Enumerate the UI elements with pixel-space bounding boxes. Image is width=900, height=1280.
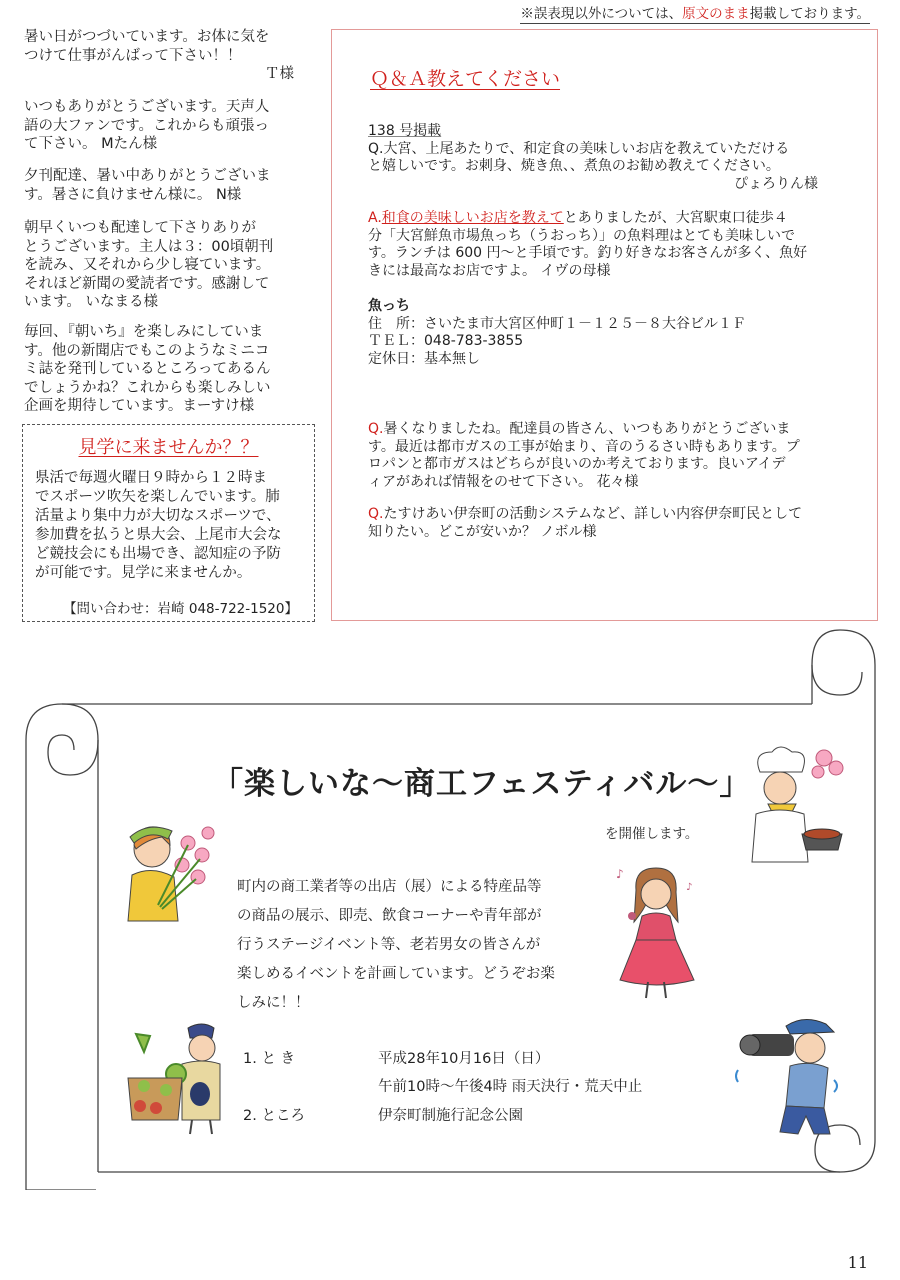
svg-text:♪: ♪: [686, 882, 693, 893]
festival-description: 町内の商工業者等の出店（展）による特産品等 の商品の展示、即売、飲食コーナーや青年部が 行うステージイベント等、老若男女の皆さんが 楽しめるイベントを計画しています。どうぞお楽 しみに！！: [237, 879, 555, 1011]
svg-text:♪: ♪: [616, 867, 624, 881]
visit-invitation-box: [22, 424, 315, 622]
reader-message: 朝早くいつも配達して下さりありが とうございます。主人は３：00頃朝刊 を読み、又それから少し寝ています。 それほど新聞の愛読者です。感謝して います。 いなまる様: [24, 220, 274, 310]
where-label: 2. ところ: [243, 1108, 305, 1124]
qa-answer: A.和食の美味しいお店を教えてとありましたが、大宮駅東口徒歩４ 分「大宮鮮魚市場魚っち（うおっち）」の魚料理はとても美味しいで す。ランチは 600 円～と手頃です。釣り好きなお客さんが多く、魚好 きには最高なお店ですよ。 イヴの母様: [368, 210, 808, 279]
festival-title: 「楽しいな～商工フェスティバル～」: [212, 766, 752, 802]
header-note: ※誤表現以外については、原文のまま掲載しております。: [520, 2, 870, 24]
reader-message: 暑い日がつづいています。お体に気を つけて仕事がんばって下さい！！ Ｔ様: [24, 29, 294, 82]
visit-invitation-title: 見学に来ませんか？？: [78, 437, 259, 458]
qa-box: [331, 29, 878, 621]
chef-illustration: [742, 742, 850, 864]
visit-contact: 【問い合わせ：岩崎 048-722-1520】: [63, 601, 298, 617]
reader-message: いつもありがとうございます。天声人 語の大ファンです。これからも頑張っ て下さい。 Mたん様: [24, 99, 270, 152]
vegetable-vendor-illustration: [126, 1020, 226, 1138]
qa-title: Ｑ＆Ａ教えてください: [370, 68, 561, 90]
qa-question-2: Q.暑くなりましたね。配達員の皆さん、いつもありがとうございま す。最近は都市ガスの工事が始まり、音のうるさい時もあります。プ ロパンと都市ガスはどちらが良いのか考えております。良いアイデ ィアがあれば情報をのせて下さい。 花々様: [368, 421, 800, 490]
singer-girl-illustration: [612, 860, 702, 1005]
reader-message: 毎回、『朝いち』を楽しみにしていま す。他の新聞店でもこのようなミニコ ミ誌を発刊しているところってあるん でしょうかね？これからも楽しみしい 企画を期待しています。まーすけ様: [24, 324, 271, 414]
qa-question-3: Q.たすけあい伊奈町の活動システムなど、詳しい内容伊奈町民として 知りたい。どこが安いか？ ノボル様: [368, 506, 803, 540]
qa-question-1: 138 号掲載 Q.大宮、上尾あたりで、和定食の美味しいお店を教えていただける と嬉しいです。お刺身、焼き魚、、煮魚のお勧め教えてください。 ぴょろりん様: [368, 123, 818, 192]
visit-invitation-body: 県活で毎週火曜日９時から１２時ま でスポーツ吹矢を楽しんでいます。肺 活量より集中力が大切なスポーツで、 参加費を払うと県大会、上尾市大会な ど競技会にも出場でき、認知症の予防 が可能です。見学に来ませんか。: [35, 470, 282, 581]
festival-subtitle: を開催します。: [605, 826, 699, 842]
where-value: 伊奈町制施行記念公園: [378, 1108, 523, 1124]
reader-message: 夕刊配達、暑い中ありがとうございま す。暑さに負けません様に。 N様: [24, 168, 271, 203]
when-time: 午前10時～午後4時 雨天決行・荒天中止: [378, 1079, 643, 1095]
shop-info: 魚っち 住 所：さいたま市大宮区仲町１－１２５－８大谷ビル１Ｆ ＴＥＬ：048-783-3855 定休日：基本無し: [368, 298, 746, 367]
when-label: 1. と き: [243, 1051, 296, 1067]
flower-girl-illustration: [118, 815, 218, 925]
photographer-illustration: [734, 1010, 844, 1142]
page-number: 11: [847, 1253, 868, 1272]
when-date: 平成28年10月16日（日）: [378, 1051, 550, 1067]
